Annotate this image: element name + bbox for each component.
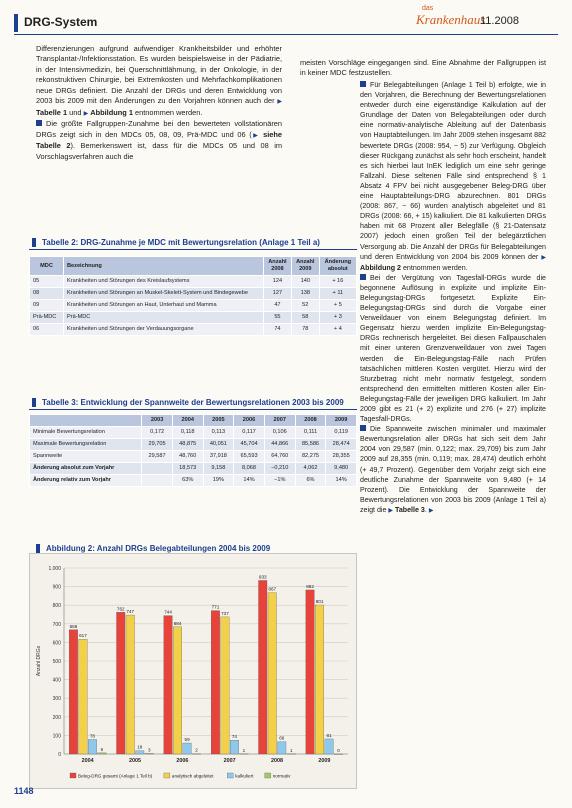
table-row <box>30 463 357 475</box>
data-label: 81 <box>326 732 332 738</box>
table-row <box>30 451 357 463</box>
data-label: 744 <box>164 609 172 615</box>
legend-swatch <box>265 773 271 778</box>
legend-label: normativ <box>272 773 291 779</box>
table-cell: 0,172 <box>142 427 173 439</box>
table-cell: 64,760 <box>264 451 295 463</box>
paragraph: meisten Vorschläge eingegangen sind. Eine Abnahme der Fallgruppen ist in keiner MDC festzustellen. <box>300 58 546 78</box>
table-cell: Krankheiten und Störungen an Haut, Unterhaut und Mamma <box>64 300 264 312</box>
continue-arrow-icon: ▶ <box>428 507 434 514</box>
legend-label: Beleg-DRG gesamt (Anlage 1 Teil b) <box>78 773 153 779</box>
bar <box>334 754 343 755</box>
table-cell: Änderung relativ zum Vorjahr <box>30 475 142 487</box>
bar <box>259 580 268 754</box>
table-cell: 37,918 <box>203 451 234 463</box>
data-label: 1 <box>289 747 293 753</box>
y-tick-label: 700 <box>52 621 61 628</box>
brand-logo: Krankenhaus <box>416 12 486 27</box>
column-header: Bezeichnung <box>64 257 264 276</box>
bar <box>221 617 230 754</box>
column-header: 2004 <box>172 415 203 427</box>
y-tick-label: 1.000 <box>48 566 61 572</box>
table-cell: 74 <box>264 324 292 336</box>
bar <box>230 740 239 754</box>
column-header: 2007 <box>264 415 295 427</box>
column-header: 2005 <box>203 415 234 427</box>
page-number: 1148 <box>14 786 34 796</box>
bar <box>126 615 135 754</box>
paragraph: Die größte Fallgruppen-Zunahme bei den bewerteten vollstationären DRGs zeigt sich in den MDCs 05, 08, 09, Prä-MDC und 06 (▶ siehe Tabelle 2). Bemerkenswert ist, dass für die MDCs 05 und 08 im Vorschlagsverfahren auch die <box>36 119 282 161</box>
bar <box>69 630 78 754</box>
x-tick-label: 2005 <box>129 758 141 764</box>
table-cell <box>142 475 173 487</box>
table-cell: 58 <box>291 312 319 324</box>
column-header: 2006 <box>234 415 265 427</box>
table-cell: 06 <box>30 324 64 336</box>
table-cell: 6% <box>295 475 326 487</box>
table-cell: 29,587 <box>142 451 173 463</box>
table-row <box>30 276 357 288</box>
table-cell: 45,704 <box>234 439 265 451</box>
x-tick-label: 2006 <box>176 758 189 764</box>
table-cell: + 3 <box>319 312 356 324</box>
table-reference[interactable]: Tabelle 1 <box>36 107 68 117</box>
data-label: 18 <box>137 744 143 750</box>
table-cell: 78 <box>291 324 319 336</box>
data-label: 617 <box>79 633 87 639</box>
table-cell: Krankheiten und Störungen der Verdauungsorgane <box>64 324 264 336</box>
x-tick-label: 2008 <box>271 758 283 764</box>
bar <box>173 627 182 754</box>
table-cell: 14% <box>326 475 357 487</box>
right-column-text-top <box>300 58 546 79</box>
table-cell: 63% <box>172 475 203 487</box>
table-cell: 8,068 <box>234 463 265 475</box>
table-cell: 48,760 <box>172 451 203 463</box>
table-row <box>30 427 357 439</box>
table-row <box>30 312 357 324</box>
table-cell: 0,119 <box>326 427 357 439</box>
bar <box>192 754 201 755</box>
bar <box>136 751 145 754</box>
table-cell: Minimale Bewertungsrelation <box>30 427 142 439</box>
paragraph: Differenzierungen aufgrund aufwendiger Krankheitsbilder und erhöhter Transplantat-/Infektionsstation. Es wurden beispielsweise in der Pädiatrie, in der Intensivmedizin, bei Querschnittlähmung, in der Onkologie, in der rekonstruktiven Chirurgie, bei Extremkosten und Mehrfachkomplikationen neue DRGs definiert. Die Anzahl der DRGs und deren Entwicklung von 2003 bis 2009 mit den Änderungen zu den Vorjahren können auch der ▶ Tabelle 1 und ▶ Abbildung 1 entnommen werden. <box>36 44 282 117</box>
table-cell: Spannweite <box>30 451 142 463</box>
left-column-text <box>36 44 282 162</box>
legend-label: analytisch abgeleitet <box>171 773 214 779</box>
legend-swatch <box>164 773 170 778</box>
table-cell: 05 <box>30 276 64 288</box>
data-label: 66 <box>279 735 285 741</box>
table-row <box>30 475 357 487</box>
table-row <box>30 300 357 312</box>
table-cell: 0,106 <box>264 427 295 439</box>
bar <box>306 590 315 754</box>
table3 <box>29 414 357 487</box>
table-cell: 40,051 <box>203 439 234 451</box>
table-cell: Prä-MDC <box>30 312 64 324</box>
table-cell: 29,705 <box>142 439 173 451</box>
data-label: 801 <box>315 599 324 605</box>
x-tick-label: 2007 <box>223 758 236 764</box>
figure-reference[interactable]: Abbildung 1 <box>90 107 133 117</box>
table-cell: 55 <box>264 312 292 324</box>
table-cell: 127 <box>264 288 292 300</box>
table-cell: 19% <box>203 475 234 487</box>
bar <box>278 742 287 754</box>
arrow-icon: ▶ <box>277 99 282 106</box>
table-cell: 85,586 <box>295 439 326 451</box>
data-label: 3 <box>147 747 151 753</box>
table-cell: 52 <box>291 300 319 312</box>
bar <box>325 739 334 754</box>
data-label: 933 <box>258 574 267 580</box>
table-cell: 09 <box>30 300 64 312</box>
y-tick-label: 300 <box>52 696 61 703</box>
bar <box>98 753 107 754</box>
table2-title: Tabelle 2: DRG-Zunahme je MDC mit Bewertungsrelation (Anlage 1 Teil a) <box>32 238 320 247</box>
table-cell: Krankheiten und Störungen des Kreislaufsystems <box>64 276 264 288</box>
bar <box>183 743 192 754</box>
brand-prefix: das <box>422 5 434 12</box>
data-label: 737 <box>221 610 229 616</box>
table-cell: + 5 <box>319 300 356 312</box>
arrow-icon: ▶ <box>541 254 546 261</box>
table-row <box>30 439 357 451</box>
bar <box>117 612 126 754</box>
arrow-icon: ▶ <box>83 110 89 117</box>
data-label: 59 <box>184 737 190 743</box>
table-cell: 9,158 <box>203 463 234 475</box>
table-cell: 0,111 <box>295 427 326 439</box>
bar-chart <box>30 554 356 788</box>
y-tick-label: 100 <box>52 733 61 740</box>
table-cell: 18,573 <box>172 463 203 475</box>
bullet-square-icon <box>36 120 42 126</box>
table-cell: −1% <box>264 475 295 487</box>
column-header <box>30 415 142 427</box>
table-cell: 82,275 <box>295 451 326 463</box>
paragraph: Die Spannweite zwischen minimaler und maximaler Bewertungsrelation aller DRGs hat sich seit dem Jahr 2004 von 29,587 (min. 0,122; max. 29,709) bis zum Jahr 2009 auf 28,355 (min. 0,119; max. 28,474) deutlich erhöht (+ 49,7 Prozent). Gegenüber dem Vorjahr zeigt sich eine deutliche Zunahme der Spannweite von 9,480 (+ 14 Prozent). Die Entwicklung der Spannweite der Bewertungsrelationen von 2003 bis 2009 (Anlage 1 Teil a) zeigt die ▶ Tabelle 3. ▶ <box>360 425 546 514</box>
x-tick-label: 2004 <box>81 758 94 764</box>
data-label: 78 <box>89 733 95 739</box>
table-cell: Krankheiten und Störungen an Muskel-Skelett-System und Bindegewebe <box>64 288 264 300</box>
chart-container <box>29 553 357 789</box>
right-column-text <box>360 80 546 516</box>
data-label: 684 <box>173 620 182 626</box>
table-cell: 0,118 <box>172 427 203 439</box>
table-cell: 47 <box>264 300 292 312</box>
y-tick-label: 200 <box>52 714 61 721</box>
column-header: MDC <box>30 257 64 276</box>
legend-swatch <box>227 773 233 778</box>
table-header-row <box>30 415 357 427</box>
table2-rule <box>29 249 357 250</box>
table-cell: 138 <box>291 288 319 300</box>
bar <box>315 605 324 754</box>
data-label: 762 <box>116 606 125 612</box>
table-reference[interactable]: Tabelle 3 <box>395 505 425 514</box>
y-tick-label: 400 <box>52 677 61 684</box>
paragraph: Für Belegabteilungen (Anlage 1 Teil b) erfolgte, wie in den Vorjahren, die Berechnung der Bewertungsrelationen entweder durch eine eigenständige Kalkulation auf der Grundlage der Daten von Belegabteilungen oder durch eine normativ-analytische Ableitung auf der Datenbasis von Hauptabteilungen. Im Jahr 2009 stehen insgesamt 882 bewertete DRGs (2008: 954, − 5) zur Verfügung. Obgleich dieser Rückgang zunächst als sehr hoch erscheint, handelt es sich hierbei laut InEK lediglich um eine sehr geringe Fallzahl. Diese seltenen Fälle sind entsprechend § 1 Absatz 4 FPV bei nicht ausgegebener Beleg-DRG über eine Hauptabteilungs-DRG abzurechnen. 801 DRGs (2008: 867, − 66) wurden analytisch abgeleitet und 81 DRGs (2008: 66, + 15) kalkuliert. Die 81 kalkulierten DRGs haben mit 68 Prozent aller Belegfälle (§ 21-Datensatz 2007) jedoch einen großen Teil der belegärztlichen Versorgung ab. Die Anzahl der DRGs für Belegabteilungen und deren Entwicklung von 2004 bis 2009 können der ▶ Abbildung 2 entnommen werden. <box>360 81 546 272</box>
column-header: 2003 <box>142 415 173 427</box>
table-cell: 9,480 <box>326 463 357 475</box>
y-tick-label: 600 <box>52 640 61 647</box>
table3-title: Tabelle 3: Entwicklung der Spannweite der Bewertungsrelationen 2003 bis 2009 <box>32 398 344 407</box>
table-cell: 0,113 <box>203 427 234 439</box>
table3-rule <box>29 409 357 410</box>
bar <box>287 754 296 755</box>
table-cell: 124 <box>264 276 292 288</box>
table-cell: Änderung absolut zum Vorjahr <box>30 463 142 475</box>
table-cell: 28,355 <box>326 451 357 463</box>
table-cell: + 4 <box>319 324 356 336</box>
bullet-square-icon <box>360 425 366 431</box>
data-label: 6 <box>100 746 104 752</box>
column-header: Anzahl 2008 <box>264 257 292 276</box>
issue-date: 11.2008 <box>480 15 519 27</box>
arrow-icon: ▶ <box>251 132 260 139</box>
table-row <box>30 288 357 300</box>
data-label: 747 <box>126 609 135 615</box>
table-row <box>30 324 357 336</box>
table-reference[interactable]: siehe Tabelle 2 <box>36 129 282 151</box>
table-cell: 28,474 <box>326 439 357 451</box>
table-cell: 44,866 <box>264 439 295 451</box>
paragraph: Bei der Vergütung von Tagesfall-DRGs wurde die begonnene Auflösung in explizite und implizite Ein-Belegungstag-DRGs fortgesetzt. Explizite Ein-Belegungstag-DRGs sind durch die Vorgabe einer Verweildauer von einem Belegungstag definiert. Im Gegensatz hierzu werden implizite Ein-Belegungstag-DRGs rechnerisch hergeleitet. Bei diesen Fallpauschalen mit einer unteren Grenzverweildauer von zwei Tagen werden die Ein-Belegungstag-Fälle nach Prüfen tatsächlichen mittleren Kosten vergütet. Hierzu wird der Sturzbetrag nicht mehr normativ festgelegt, sondern entsprechend den ermittelten mittleren Kosten aller Ein-Belegungstag-Fälle der jeweiligen DRG kalkuliert. Im Jahr 2009 gibt es 21 (+ 2) explizite und 276 (+ 27) implizite Tagesfall-DRGs. <box>360 273 546 424</box>
table-cell: 48,875 <box>172 439 203 451</box>
data-label: 882 <box>306 583 314 589</box>
chart-title: Abbildung 2: Anzahl DRGs Belegabteilungen 2004 bis 2009 <box>36 544 270 553</box>
y-tick-label: 800 <box>52 603 61 610</box>
table-cell: + 16 <box>319 276 356 288</box>
data-label: 74 <box>231 734 237 740</box>
bullet-square-icon <box>360 274 366 280</box>
table-cell: + 11 <box>319 288 356 300</box>
bar <box>211 611 220 754</box>
data-label: 867 <box>268 586 277 592</box>
arrow-icon: ▶ <box>388 507 394 514</box>
header-divider <box>14 34 558 35</box>
data-label: 771 <box>211 604 220 610</box>
section-title: DRG-System <box>24 15 98 29</box>
data-label: 2 <box>195 747 198 753</box>
data-label: 668 <box>69 623 78 629</box>
table-cell: Prä-MDC <box>64 312 264 324</box>
table-cell: 14% <box>234 475 265 487</box>
header-accent-bar <box>14 14 18 32</box>
table-cell <box>142 463 173 475</box>
data-label: 1 <box>242 747 246 753</box>
y-tick-label: 500 <box>52 659 61 665</box>
y-tick-label: 0 <box>58 752 61 758</box>
legend-swatch <box>70 773 76 778</box>
bullet-square-icon <box>360 81 366 87</box>
column-header: 2009 <box>326 415 357 427</box>
table-cell: Maximale Bewertungsrelation <box>30 439 142 451</box>
paragraph-text: Differenzierungen aufgrund aufwendiger Krankheitsbilder und erhöhter Transplantat-/Infektionsstation. Es wurden beispielsweise in der Pädiatrie, in der Intensivmedizin, bei Querschnittlähmung, in der Onkologie, in der rekonstruktiven Chirurgie, bei Extremkosten und Mehrfachkomplikationen neue DRGs definiert. Die Anzahl der DRGs und deren Entwicklung von 2003 bis 2009 mit den Änderungen zu den Vorjahren können auch der <box>36 44 282 106</box>
table2 <box>29 256 357 336</box>
table-cell: 0,117 <box>234 427 265 439</box>
column-header: Anzahl 2009 <box>291 257 319 276</box>
y-tick-label: 900 <box>52 584 61 591</box>
bar <box>145 753 154 754</box>
bar <box>164 616 173 754</box>
column-header: 2008 <box>295 415 326 427</box>
table-cell: 08 <box>30 288 64 300</box>
table-cell: 4,062 <box>295 463 326 475</box>
bar <box>88 739 97 754</box>
table-cell: 140 <box>291 276 319 288</box>
data-label: 0 <box>337 748 340 753</box>
table-cell: −0,210 <box>264 463 295 475</box>
x-tick-label: 2009 <box>318 758 331 764</box>
table-header-row <box>30 257 357 276</box>
legend-label: kalkuliert <box>235 773 254 779</box>
bar <box>268 593 277 754</box>
table-cell: 65,593 <box>234 451 265 463</box>
y-axis-label: Anzahl DRGs <box>36 645 42 677</box>
figure-reference[interactable]: Abbildung 2 <box>360 263 401 272</box>
bar <box>79 639 88 754</box>
bar <box>240 754 249 755</box>
column-header: Änderung absolut <box>319 257 356 276</box>
